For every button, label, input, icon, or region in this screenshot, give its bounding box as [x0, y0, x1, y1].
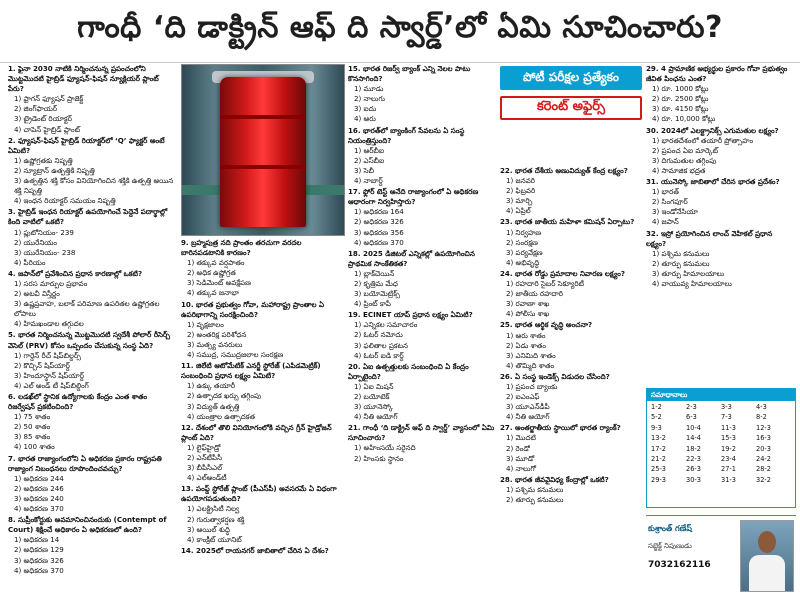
option-text: 2) హింసకు స్థానం: [354, 453, 404, 463]
option-text: 4) హిమఖండాల తగ్గుదల: [14, 319, 84, 329]
option-text: 1) సరస మార్పుల ప్రభావం: [14, 278, 88, 288]
question-text: 29. 4 ప్రామాణిక అభ్యర్థుల ప్రకారం గోవా ప్రభుత్వం జీవిత పింఛను ఎంత?: [646, 64, 788, 84]
avatar-body-shape: [749, 555, 785, 592]
option-text: 1) తక్కువ వర్షపాతం: [187, 258, 245, 268]
option-text: 4) పీరియం: [14, 257, 46, 267]
options-list: [500, 279, 642, 319]
question-text: 27. అంతర్జాతీయ స్థాయిలో భారత ర్యాంక్?: [500, 423, 621, 433]
answer-entry: 3-3: [721, 403, 732, 411]
options-list: [500, 176, 642, 216]
answer-entry: 1-2: [651, 403, 662, 411]
question-item: [500, 269, 642, 319]
options-list: [8, 535, 176, 575]
option-text: 2) రూ. 2500 కోట్లు: [652, 94, 709, 104]
option-text: 1) 75 శాతం: [14, 412, 51, 422]
answer-entry: 23-4: [721, 455, 736, 464]
option-text: 3) బయోమెట్రిక్స్: [354, 289, 400, 299]
answer-entry: 4-3: [756, 403, 767, 411]
option-text: 1) మొదటి: [506, 433, 536, 443]
option-text: 1) బ్లాక్‌చెయిన్: [354, 268, 395, 278]
option-text: 1) భారత్: [652, 187, 679, 197]
answer-entry: 9-3: [651, 423, 662, 432]
answer-entry: 29-3: [651, 475, 666, 484]
avatar-head-shape: [758, 531, 776, 553]
answer-entry: 18-2: [686, 444, 701, 453]
option-text: 1) పశ్చిమ కనుమలు: [652, 248, 710, 258]
answer-entry: 27-1: [721, 465, 736, 474]
options-list: [348, 443, 495, 463]
answer-entry: 25-3: [651, 465, 666, 474]
option-text: 4) అధికరణ 370: [14, 565, 64, 575]
option-text: 4) కాంక్రీట్ యూనిట్: [187, 534, 242, 544]
option-text: 3) యురేనియం- 238: [14, 247, 76, 257]
article-photo: [181, 64, 345, 236]
question-text: 10. భారత ప్రభుత్వం గోవా, మహారాష్ట్ర ప్రాంతాల ఏ ఉపరిభాగాన్ని సంరక్షించింది?: [181, 299, 325, 319]
answer-entry: 10-4: [686, 423, 701, 432]
option-text: 3) ఉష్ణప్రవాహ, బలాక్ పరిమాణ ఉపరితల ఉష్ణోగ్రతల లోపాలు: [14, 299, 160, 319]
option-text: 3) మూడో: [506, 453, 535, 463]
answer-entry: 17-2: [651, 444, 666, 453]
exam-special-badge: పోటీ పరీక్షల ప్రత్యేకం: [500, 66, 642, 90]
option-text: 1) అహింసయే సరైనది: [354, 443, 416, 453]
option-text: 3) రవాణా శాఖ: [506, 299, 550, 309]
options-list: [8, 474, 176, 514]
option-text: 1) పశ్చిమ కనుమలు: [506, 484, 564, 494]
option-text: 2) న్యూట్రాన్ ఉత్పత్తికి నిష్పత్తి: [14, 165, 95, 175]
option-text: 1) గార్డెన్ రీచ్ షిప్‌బిల్డర్స్: [14, 350, 81, 360]
question-item: [500, 475, 642, 505]
option-text: 4) ఎల్ అండ్ టీ షిప్‌బిల్డింగ్: [14, 380, 89, 390]
option-text: 2) నాలుగు: [354, 94, 385, 104]
option-text: 2) అధిక ఉష్ణోగ్రత: [187, 268, 236, 278]
answer-key-title: సమాధానాలు: [647, 389, 795, 401]
question-text: 1. ఫైనా 2030 నాటికి నిర్మించనున్న ప్రపంచంలోని మొట్టమొదటి హైబ్రిడ్ ఫ్యూషన్-ఫిషన్ న్యూక్లియర్ ప్లాంట్ పేరు?: [8, 64, 159, 94]
option-text: 2) యురేనియం: [14, 237, 58, 247]
option-text: 2) ఎన్‌టీపీసీ: [187, 452, 223, 462]
option-text: 2) 50 శాతం: [14, 422, 51, 432]
red-tank-shape: [220, 77, 306, 227]
answer-entry: 22-3: [686, 455, 701, 464]
option-text: 3) సెడిమెంట్ అవక్షేపణ: [187, 278, 251, 288]
option-text: 4) అధికరణ 370: [354, 237, 404, 247]
question-column-5: [646, 64, 794, 384]
option-text: 2) బయోటెక్: [354, 392, 390, 401]
question-item: [8, 136, 176, 207]
option-text: 2) ఐఎంఎఫ్: [506, 392, 540, 402]
option-text: 2) అధికరణ 129: [14, 545, 64, 555]
question-text: 16. భారత్‌లో బ్యాంకింగ్ సేవలను ఏ సంస్థ నియంత్రిస్తుంది?: [348, 125, 465, 145]
option-text: 1) అధికరణ 14: [14, 535, 60, 545]
author-role: సబ్జెక్ట్ నిపుణుడు: [648, 542, 692, 550]
question-item: [181, 484, 343, 545]
option-text: 2) ప్రపంచ ఏఐ మార్కెట్: [652, 145, 719, 155]
option-text: 2) కృత్రిమ మేధ: [354, 278, 398, 288]
options-list: [500, 485, 642, 505]
option-text: 1) నిర్వహణ: [506, 227, 542, 237]
answer-entry: 20-3: [756, 444, 771, 453]
question-text: 11. జిలేటి ఆటోమేటిక్ ఎనర్జీ స్టోరేజ్ (ఎపిడమెట్రిక్) సంబంధించి ప్రధాన లక్ష్యం ఏమిటి?: [181, 361, 321, 381]
option-text: 4) తక్కువ జనాభా: [187, 288, 239, 298]
options-list: [8, 351, 176, 391]
answer-entry: 21-2: [651, 455, 666, 464]
question-item: [348, 423, 495, 463]
question-text: 32. ఇస్రో ప్రయోగించిన లాంచ్ వెహికల్ ప్రధాన లక్ష్యం?: [646, 228, 773, 248]
question-column-4: [500, 166, 642, 600]
answer-entry: 26-3: [686, 465, 701, 474]
option-text: 4) రూ. 10,000 కోట్లు: [652, 114, 716, 124]
option-text: 2) రెండో: [506, 443, 530, 453]
options-list: [8, 228, 176, 268]
options-list: [348, 269, 495, 309]
question-text: 21. గాంధీ ‘ది డాక్ట్రిన్ ఆఫ్ ది స్వార్డ్’ వ్యాసంలో ఏమి సూచించారు?: [348, 423, 495, 443]
option-text: 2) ఏడు శాతం: [506, 340, 546, 350]
option-text: 1) ఎలక్ట్రిసిటీ నిల్వ: [187, 504, 240, 514]
question-item: [8, 454, 176, 515]
option-text: 4) ఆరు: [354, 114, 376, 124]
options-list: [181, 381, 343, 421]
option-text: 3) మత్స్య వనరులు: [187, 339, 243, 349]
question-item: [8, 392, 176, 453]
question-text: 20. ఏఐ ఉత్పత్తులకు సంబంధించి ఏ కేంద్రం ఏర్పాటైంది?: [348, 361, 469, 381]
option-text: 1) ఎన్నికల సమాచారం: [354, 320, 418, 330]
option-text: 4) ఓటర్ ఐడి కార్డ్: [354, 350, 404, 360]
option-text: 1) అధికరణ 164: [354, 207, 404, 217]
question-text: 23. భారత జాతీయ మహిళా కమిషన్ ఏర్పాటు?: [500, 217, 635, 227]
question-text: 31. యునెస్కో జాబితాలో చేరిన భారత ప్రదేశం?: [646, 177, 780, 187]
answer-entry: 31-3: [721, 475, 736, 484]
option-text: 3) సెబీ: [354, 165, 374, 175]
option-text: 2) గురుత్వాకర్షణ శక్తి: [187, 514, 245, 524]
option-text: 2) జాతీయ రహదారి: [506, 289, 563, 299]
question-item: [348, 187, 495, 248]
option-text: 1) భారతదేశంలో తయారీ ప్రోత్సాహం: [652, 135, 754, 145]
options-list: [8, 412, 176, 452]
option-text: 2) ఫిబ్రవరి: [506, 186, 536, 196]
answer-entry: 24-2: [756, 455, 771, 464]
options-list: [181, 504, 343, 544]
answer-entry: 7-3: [721, 413, 732, 422]
question-item: [646, 229, 794, 290]
option-text: 3) 85 శాతం: [14, 432, 51, 442]
option-text: 2) అంతరిక్ష పరిశోధన: [187, 329, 247, 339]
option-text: 3) యూనెస్కో: [354, 402, 393, 412]
answer-entry: 5-2: [651, 413, 662, 422]
option-text: 3) అధికరణ 240: [14, 493, 64, 503]
option-text: 4) 100 శాతం: [14, 442, 55, 452]
options-list: [348, 207, 495, 247]
option-text: 3) దిగుమతుల తగ్గింపు: [652, 155, 717, 165]
option-text: 3) ఎనిమిది శాతం: [506, 350, 556, 360]
option-text: 4) ఇంధన రియాక్టర్ సమయం నిష్పత్తి: [14, 196, 116, 206]
options-list: [181, 320, 343, 360]
question-text: 9. బ్రహ్మపుత్ర నది ప్రాంతం తరచుగా వరదల బారినపడటానికి కారణం?: [181, 238, 302, 258]
option-text: 1) ఏఐ మిషన్: [354, 381, 394, 391]
options-list: [8, 156, 176, 206]
answer-entry: 16-3: [756, 434, 771, 443]
question-item: [646, 177, 794, 227]
option-text: 1) అధికరణ 244: [14, 473, 64, 483]
option-text: 3) మార్చి: [506, 196, 533, 206]
question-item: [8, 515, 176, 576]
answer-entry: 32-2: [756, 475, 771, 484]
option-text: 3) ట్రైడెంట్ రియాక్టర్: [14, 114, 72, 124]
option-text: 4) ఎల్‌అండ్‌టీ: [187, 473, 227, 483]
option-text: 4) అభివృద్ధి: [506, 257, 540, 267]
options-list: [500, 331, 642, 371]
question-item: [500, 372, 642, 422]
options-list: [348, 320, 495, 360]
question-text: 2. ఫ్యూషన్-ఫిషన్ హైబ్రిడ్ రియాక్టర్‌లో ‘Q’ ఫ్యాక్టర్ అంటే ఏమిటి?: [8, 135, 165, 155]
author-avatar: [740, 520, 794, 592]
option-text: 2) సింగపూర్: [652, 197, 688, 207]
options-list: [181, 443, 343, 483]
options-list: [646, 249, 794, 289]
option-text: 1) రహదారి సైబర్ సెక్యూరిటీ: [506, 279, 585, 289]
option-text: 2) అటవీ విస్తీర్ణం: [14, 289, 60, 299]
option-text: 4) నాబార్డ్: [354, 176, 383, 186]
answer-entry: 2-3: [686, 403, 697, 411]
answer-entry: 19-2: [721, 444, 736, 453]
option-text: 4) నాలుగో: [506, 463, 537, 473]
question-text: 3. హైబ్రిడ్ ఇంధన రియాక్టర్ ఉపయోగించే పెద్దెనే పదార్థాల్లో కింది వాటిలో ఒకటి?: [8, 207, 168, 227]
option-text: 1) ఫ్రాగన్ ఫ్యూషన్ ప్రాజెక్ట్: [14, 94, 84, 104]
option-text: 4) ప్రింట్ కాపీ: [354, 299, 391, 309]
question-item: [500, 217, 642, 267]
question-text: 19. ECINET యాప్ ప్రధాన లక్ష్యం ఏమిటి?: [348, 310, 473, 320]
option-text: 4) వాయువ్య హిమాలయాలు: [652, 278, 732, 288]
question-text: 7. భారత రాజ్యాంగంలోని ఏ అధికరణ ప్రకారం రాష్ట్రపతి రాజ్యాంగ నిబంధనలు రూపొందించవచ్చు?: [8, 453, 162, 473]
question-text: 18. 2025 డిజిటల్ ఎన్నికల్లో ఉపయోగించిన ప్రాథమిక సాంకేతికత?: [348, 248, 475, 268]
question-item: [181, 300, 343, 361]
option-text: 4) నీతి ఆయోగ్: [354, 412, 398, 422]
option-text: 1) ప్లుటోనియం- 239: [14, 227, 74, 237]
option-text: 4) సామాజిక భద్రత: [652, 165, 706, 175]
option-text: 3) పర్యవేక్షణ: [506, 247, 543, 257]
question-column-2: [181, 238, 343, 600]
question-item: [8, 269, 176, 330]
option-text: 2) జింగ్‌ఫాయర్: [14, 104, 58, 114]
question-text: 22. భారత దేశీయ అణువిద్యుత్ కేంద్ర లక్ష్యం?: [500, 166, 628, 175]
question-text: 26. ఏ సంస్థ ఇండెక్స్ విడుదల చేసింది?: [500, 371, 610, 381]
options-list: [8, 94, 176, 134]
option-text: 4) సముద్ర, సముద్రజలాల సంరక్షణ: [187, 350, 284, 360]
options-list: [646, 84, 794, 124]
answer-entry: 30-3: [686, 475, 701, 484]
question-text: 5. భారత నిర్మించనున్న మొట్టమొదటి స్వదేశీ పోలార్ రీసెర్చ్ వెసెల్ (PRV) కోసం ఒప్పందం చేసుకున్న సంస్థ ఏది?: [8, 330, 170, 350]
answer-entry: 15-3: [721, 434, 736, 443]
option-text: 3) తూర్పు హిమాలయాలు: [652, 268, 725, 278]
question-text: 8. సుప్రీంకోర్టుకు అవమానించినందుకు (Contempt of Court) శిక్షించే అధికారం ఏ అధికరణలో ఉంది?: [8, 515, 167, 535]
option-text: 2) అధికరణ 246: [14, 483, 64, 493]
options-list: [646, 187, 794, 227]
option-text: 4) నీతి ఆయోగ్: [506, 412, 550, 422]
question-item: [500, 166, 642, 216]
options-list: [8, 279, 176, 329]
question-item: [181, 546, 343, 556]
question-text: 15. భారత రిజర్వ్ బ్యాంక్ ఎన్ని నెలల పాటు కొనసాగింది?: [348, 64, 471, 84]
answer-entry: 13-2: [651, 434, 666, 443]
option-text: 3) ఐదు: [354, 104, 377, 114]
answer-key-grid: [647, 401, 795, 486]
option-text: 3) విద్యుత్ ఉత్పత్తి: [187, 401, 240, 411]
question-item: [348, 249, 495, 310]
option-text: 4) జపాన్: [652, 217, 679, 227]
question-item: [348, 310, 495, 360]
option-text: 1) లైఫ్‌హైడ్రో: [187, 442, 221, 452]
question-item: [500, 320, 642, 370]
question-column-1: [8, 64, 176, 600]
option-text: 1) వృక్షజాలం: [187, 319, 224, 329]
option-text: 2) తూర్పు కనుమలు: [506, 495, 564, 504]
question-item: [348, 362, 495, 423]
options-list: [646, 136, 794, 176]
options-list: [181, 258, 343, 298]
option-text: 1) ఆర్‌బీఐ: [354, 145, 385, 155]
question-text: 14. 2025లో రాయనగర్ జాబితాలో చేరిన ఏ దేశం?: [181, 545, 329, 555]
option-text: 1) జనవరి: [506, 176, 535, 186]
question-item: [646, 64, 794, 125]
author-name: కుశ్రాంత్ గణేష్: [648, 524, 692, 533]
option-text: 3) ఉత్పత్తిన శక్తి కోసం వినియోగించిన శక్తికి ఉత్పత్తి అయిన శక్తి నిష్పత్తి: [14, 176, 174, 196]
option-text: 3) బీపీసీఎల్: [187, 463, 223, 473]
option-text: 4) అధికరణ 370: [14, 504, 64, 514]
question-text: 25. భారత ఆర్థిక వృద్ధి అంచనా?: [500, 320, 593, 330]
question-text: 6. లడఖ్‌లో స్థానిక ఉద్యోగాలకు కేంద్రం ఎంత శాతం రిజర్వేషన్ ప్రకటించింది?: [8, 392, 148, 412]
author-phone: 7032162116: [648, 560, 711, 570]
options-list: [500, 433, 642, 473]
answer-key-box: [646, 388, 796, 508]
option-text: 3) అధికరణ 326: [14, 555, 64, 565]
option-text: 2) ఎస్‌బీఐ: [354, 155, 385, 165]
question-item: [181, 423, 343, 484]
option-text: 1) ఆరు శాతం: [506, 330, 546, 340]
tank-ring-shape: [220, 165, 306, 169]
option-text: 3) హిందూస్థాన్ షిప్‌యార్డ్: [14, 370, 84, 380]
option-text: 3) యూఎన్‌డీపీ: [506, 402, 550, 412]
option-text: 1) రూ. 1000 కోట్లు: [652, 84, 709, 94]
question-item: [8, 330, 176, 391]
option-text: 2) తూర్పు కనుమలు: [652, 258, 710, 268]
options-list: [500, 382, 642, 422]
option-text: 2) సంరక్షణ: [506, 237, 538, 247]
option-text: 2) కొచ్చిన్ షిప్‌యార్డ్: [14, 360, 70, 370]
option-text: 4) తొమ్మిది శాతం: [506, 360, 555, 370]
question-column-3: [348, 64, 495, 600]
question-text: 17. ఫ్లోర్ టెస్ట్ అనేది రాజ్యాంగంలో ఏ అధికరణ ఆధారంగా నిర్వహిస్తారు?: [348, 187, 479, 207]
headline: గాంధీ ‘ది డాక్ట్రిన్ ఆఫ్ ది స్వార్డ్’లో ఏమి సూచించారు?: [0, 0, 800, 63]
question-item: [8, 64, 176, 135]
option-text: 3) అధికరణ 356: [354, 227, 404, 237]
question-item: [348, 126, 495, 187]
option-text: 2) ఉత్పాదక ఖర్చు తగ్గింపు: [187, 391, 262, 401]
options-list: [500, 228, 642, 268]
option-text: 1) మూడు: [354, 84, 384, 94]
option-text: 3) ఆయిల్ శుద్ధి: [187, 524, 230, 534]
question-text: 30. 2024లో ఎలక్ట్రానిక్స్ ఎగుమతుల లక్ష్యం?: [646, 125, 779, 135]
option-text: 4) పోలీసు శాఖ: [506, 309, 550, 319]
answer-entry: 12-3: [756, 423, 771, 432]
option-text: 3) రూ. 4150 కోట్లు: [652, 104, 709, 114]
option-text: 4) ఏప్రిల్: [506, 206, 531, 216]
option-text: 1) ఉక్కు తయారీ: [187, 381, 236, 391]
question-item: [181, 361, 343, 422]
options-list: [348, 146, 495, 186]
tank-ring-shape: [220, 115, 306, 119]
answer-entry: 14-4: [686, 434, 701, 443]
option-text: 4) యంత్రాల ఉత్పాదకత: [187, 411, 255, 421]
option-text: 3) ఫలితాల ప్రకటన: [354, 340, 409, 350]
option-text: 3) ఇండోనేసియా: [652, 207, 698, 217]
options-list: [348, 382, 495, 422]
option-text: 1) ప్రపంచ బ్యాంకు: [506, 381, 558, 391]
question-item: [348, 64, 495, 125]
answer-entry: 11-3: [721, 423, 736, 432]
option-text: 2) అధికరణ 326: [354, 217, 404, 227]
answer-entry: 6-3: [686, 413, 697, 422]
option-text: 2) ఓటర్ నమోదు: [354, 330, 403, 340]
answer-entry: 8-2: [756, 413, 767, 422]
question-item: [181, 238, 343, 299]
question-item: [500, 423, 642, 473]
answer-entry: 28-2: [756, 465, 771, 474]
option-text: 4) చాపెన్ హైబ్రిడ్ ప్లాంట్: [14, 124, 81, 134]
question-text: 4. జపాన్‌లో ప్రవేశించిన ప్రధాన కారణాల్లో ఒకటి?: [8, 268, 143, 278]
question-text: 24. భారత రోడ్డు ప్రమాదాల నివారణ లక్ష్యం?: [500, 268, 626, 278]
author-box: [646, 515, 796, 596]
question-item: [8, 207, 176, 268]
options-list: [348, 84, 495, 124]
question-text: 13. పంప్డ్ స్టోరేజ్ ప్లాంట్ (పీఎస్‌పీ) అవసరమే ఏ విధంగా ఉపయోగపడుతుంది?: [181, 484, 337, 504]
current-affairs-badge: కరెంట్ అఫైర్స్: [500, 96, 642, 120]
option-text: 1) ఉష్ణోగ్రతకు నిష్పత్తి: [14, 155, 73, 165]
question-text: 28. భారత జీవవైవిధ్య కేంద్రాల్లో ఒకటి?: [500, 474, 609, 484]
question-item: [646, 126, 794, 176]
question-text: 12. దేశంలో తొలి వినియోగంలోకి వచ్చిన గ్రీన్ హైడ్రోజన్ ప్లాంట్ ఏది?: [181, 422, 332, 442]
